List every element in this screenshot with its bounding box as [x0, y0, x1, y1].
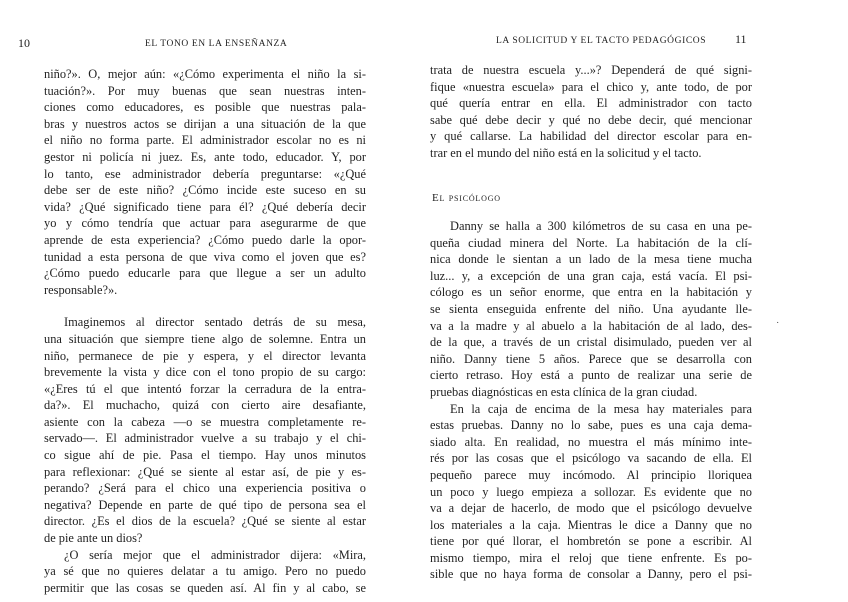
text-line: el niño no forma parte. El administrador escolar no es ni [44, 133, 366, 148]
page-number-right: 11 [735, 32, 747, 46]
text-line: tuación?». Por muy buenas que sean nuestras inten- [44, 83, 366, 98]
text-line: brevemente la vista y dice con el tono propio de su cargo: [44, 365, 366, 380]
text-line: mismo tiempo, mira el reloj que tiene enfrente. Es po- [430, 550, 752, 565]
text-line: tunidad a esta persona de que viva como el joven que es? [44, 249, 366, 264]
text-line: permitir que las cosas se queden así. Al fin y al cabo, se [44, 580, 366, 595]
right-paragraph-3 [430, 401, 752, 584]
text-line: yo y cómo tendría que actuar para asegurarme de que [44, 216, 366, 231]
text-line: niño, permanece de pie y espera, y el director levanta [44, 348, 366, 363]
text-line: bras y nuestros actos se dirijan a una situación de la que [44, 116, 366, 131]
text-line: aprende de esta experiencia? ¿Cómo puedo darle la opor- [44, 232, 366, 247]
text-line: nica donde le sientan a un lado de la mesa tiene mucha [430, 252, 752, 267]
right-paragraph-1 [430, 62, 752, 162]
text-line: Imaginemos al director sentado detrás de su mesa, [64, 315, 366, 330]
text-line: una situación que siempre tiene algo de solemne. Entra un [44, 331, 366, 346]
text-line: rés por las cosas que el psicólogo va sacando de ella. El [430, 451, 752, 466]
text-line: perando? ¿Será para el chico una experiencia positiva o [44, 481, 366, 496]
left-paragraph-1 [44, 66, 366, 298]
text-line: sible que no haya forma de consolar a Danny, pero el psi- [430, 567, 752, 582]
text-line: gestor ni policía ni juez. Es, ante todo, educador. Y, por [44, 149, 366, 164]
text-line: Danny se halla a 300 kilómetros de su casa en una pe- [450, 219, 752, 233]
text-line: vida? ¿Qué significado tiene para él? ¿Qué debería decir [44, 199, 366, 214]
text-line: estas pruebas. Danny no lo sabe, pues es una caja dema- [430, 418, 752, 433]
text-line: niño?». O, mejor aún: «¿Cómo experimenta el niño la si- [44, 67, 366, 81]
text-line: trar en el mundo del niño está en la solicitud y el tacto. [430, 145, 702, 160]
text-line: ¿Cómo puedo educarle para que llegue a ser un adulto [44, 266, 366, 281]
text-line: pruebas diagnósticas en esta clínica de la gran ciudad. [430, 384, 698, 399]
text-line: y qué callarse. La habilidad del director escolar para en- [430, 129, 752, 144]
text-line: director. ¿Es el dios de la escuela? ¿Qué se siente al estar [44, 514, 366, 529]
text-line: niño. Danny tiene 5 años. Parece que se desarrolla con [430, 351, 752, 366]
running-head-left: EL TONO EN LA ENSEÑANZA [145, 39, 288, 49]
page-number-left: 10 [18, 36, 30, 50]
text-line: lo tanto, ese administrador debería preguntarse: «¿Qué [44, 166, 366, 181]
text-line: de pie ante un dios? [44, 531, 143, 546]
text-line: trata de nuestra escuela y...»? Dependerá de qué signi- [430, 63, 752, 77]
text-line: negativa? Depende en parte de qué tipo de persona sea el [44, 497, 366, 512]
text-line: siado alta. En realidad, no muestra el más mínimo inte- [430, 434, 752, 449]
right-body-text-top [430, 62, 752, 162]
text-line: para reflexionar: ¿Qué se siente al estar así, de pie y es- [44, 464, 366, 479]
text-line: los materiales a la caja. Mientras le dice a Danny que no [430, 517, 752, 532]
text-line: queña ciudad minera del Norte. La habitación de la clí- [430, 235, 752, 250]
left-paragraph-2 [44, 314, 366, 546]
text-line: cólogo es un señor enorme, que entra en la habitación y [430, 285, 752, 300]
right-paragraph-2 [430, 218, 752, 401]
left-body-text [44, 66, 366, 596]
text-line: asiente con la cabeza —o se muestra completamente re- [44, 414, 366, 429]
text-line: En la caja de encima de la mesa hay materiales para [450, 401, 752, 416]
text-line: qué quería entrar en ella. El administrador con tacto [430, 96, 752, 111]
text-line: ya sé que no quieres delatar a tu amigo. Pero no puedo [44, 564, 366, 579]
text-line: servado—. El administrador vuelve a su trabajo y el chi- [44, 431, 366, 446]
right-body-text-bottom [430, 218, 752, 583]
text-line: tiene por qué llorar, el hombretón se pone a escribir. Al [430, 534, 752, 549]
text-line: sabe qué debe decir y qué no debe decir, qué mencionar [430, 112, 752, 127]
text-line: va a dejar de hacerlo, de modo que el psicólogo devuelve [430, 501, 752, 516]
text-line: ¿O sería mejor que el administrador dijera: «Mira, [64, 547, 366, 562]
scan-speck: ˙ [776, 321, 780, 332]
text-line: responsable?». [44, 282, 118, 297]
section-title: El psicólogo [432, 192, 501, 204]
text-line: fique «nuestra escuela» para el chico y, ante todo, de por [430, 79, 752, 94]
text-line: un poco y luego empieza a sollozar. Es evidente que no [430, 484, 752, 499]
text-line: co sigue ahí de pie. Pasa el tiempo. Hay unos minutos [44, 448, 366, 463]
left-paragraph-3 [44, 547, 366, 597]
text-line: de la que, a través de un cristal disimulado, pueden ver al [430, 335, 752, 350]
text-line: luz... y, a excepción de una gran caja, está vacía. El psi- [430, 268, 752, 283]
running-head-right: LA SOLICITUD Y EL TACTO PEDAGÓGICOS [496, 36, 707, 46]
text-line: pequeño parece muy incómodo. Al principio lloriquea [430, 467, 752, 482]
text-line: va a la madre y al abuelo a la habitación de al lado, des- [430, 318, 752, 333]
text-line: «¿Eres tú el que intentó forzar la cerradura de la entra- [44, 381, 366, 396]
text-line: cierto retraso. Hoy está a punto de realizar una serie de [430, 368, 752, 383]
text-line: se sienta enseguida enfrente del niño. Una ayudante lle- [430, 301, 752, 316]
text-line: ciones como educadores, es posible que nuestras pala- [44, 100, 366, 115]
right-page [420, 0, 848, 602]
text-line: da?». El muchacho, quizá con cierto aire desafiante, [44, 398, 366, 413]
text-line: debe ser de este niño? ¿Cómo incide este suceso en su [44, 183, 366, 198]
left-page [0, 0, 410, 602]
